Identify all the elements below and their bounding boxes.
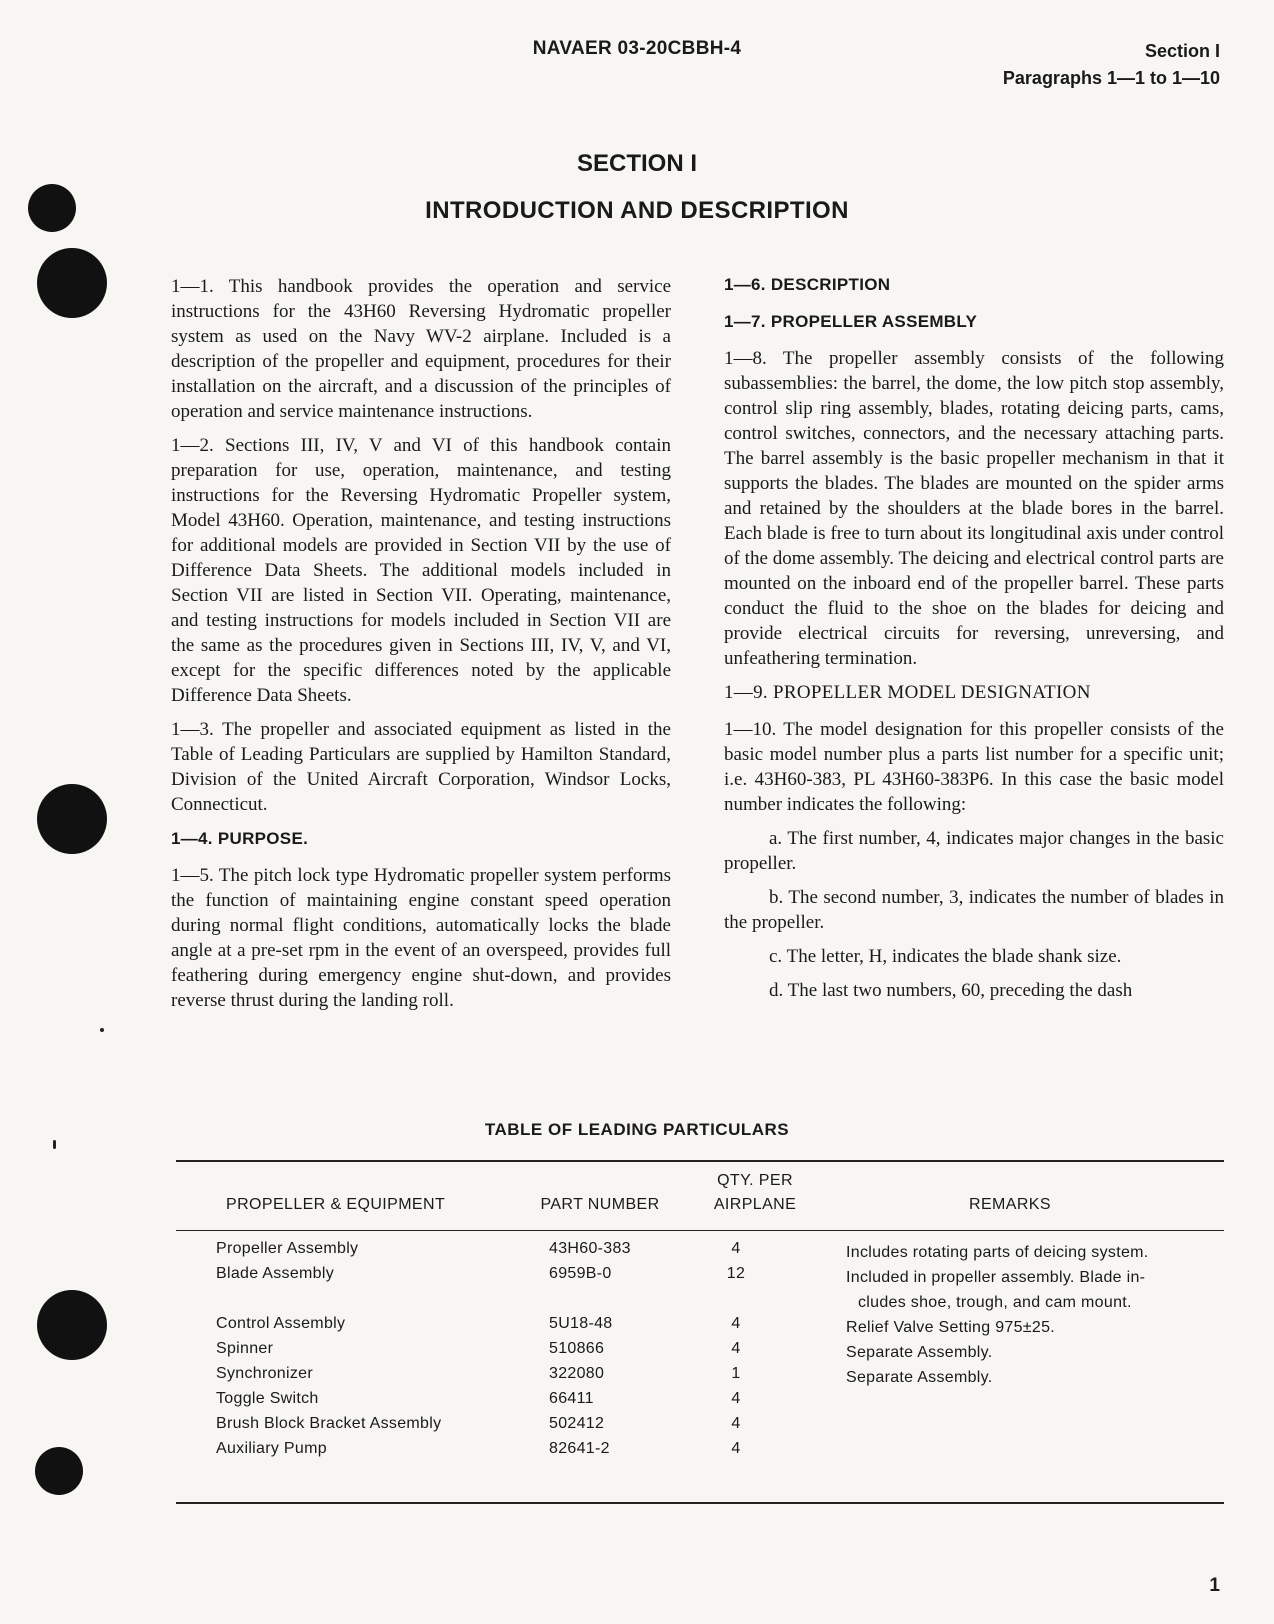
paragraph-1-2: 1—2. Sections III, IV, V and VI of this handbook contain preparation for use, operation, maintenance, and testing instructions for the Reversing Hydromatic Propeller system, Model 43H60. Operation, maintenance, and testing instructions for additional models are provided in Section VII by the use of Difference Data Sheets. The additional models included in Section VII are listed in Section VII. Operating, maintenance, and testing instructions for models included in Section VII are the same as the procedures given in Sections III, IV, V, and VI, except for the specific differences noted by the applicable Difference Data Sheets.	[171, 435, 671, 706]
header-remarks: REMARKS	[969, 1196, 1051, 1213]
cell-remarks-line1: Included in propeller assembly. Blade in-	[846, 1269, 1146, 1286]
paragraph-a: a. The first number, 4, indicates major changes in the basic propeller.	[724, 828, 1224, 874]
cell-part-number: 66411	[549, 1390, 594, 1407]
cell-equipment: Brush Block Bracket Assembly	[216, 1415, 442, 1432]
section-subtitle: INTRODUCTION AND DESCRIPTION	[425, 197, 849, 224]
cell-qty: 4	[731, 1415, 741, 1432]
page-number: 1	[1209, 1575, 1220, 1596]
paragraph-c: c. The letter, H, indicates the blade shank size.	[769, 946, 1122, 967]
speck	[100, 1028, 104, 1032]
speck	[53, 1140, 56, 1149]
binder-hole	[37, 784, 107, 854]
header-qty-line2: AIRPLANE	[713, 1196, 797, 1213]
table-row	[176, 1240, 1224, 1265]
cell-part-number: 5U18-48	[549, 1315, 613, 1332]
table-row	[176, 1365, 1224, 1390]
heading-model-designation: 1—9. PROPELLER MODEL DESIGNATION	[724, 682, 1091, 703]
heading-propeller-assembly: 1—7. PROPELLER ASSEMBLY	[724, 312, 978, 331]
paragraph-range: Paragraphs 1—1 to 1—10	[1002, 68, 1220, 88]
section-reference	[1003, 38, 1220, 92]
cell-qty: 4	[731, 1440, 741, 1457]
header-qty-line1: QTY. PER	[717, 1172, 793, 1189]
table-row	[176, 1265, 1224, 1315]
cell-qty: 4	[731, 1315, 741, 1332]
table-bottom-rule	[176, 1502, 1224, 1504]
table-row	[176, 1440, 1224, 1465]
cell-remarks-line2: cludes shoe, trough, and cam mount.	[858, 1294, 1132, 1311]
right-column	[724, 274, 1224, 1012]
cell-part-number: 322080	[549, 1365, 605, 1382]
binder-hole	[37, 248, 107, 318]
cell-part-number: 43H60-383	[549, 1240, 631, 1257]
table-row	[176, 1315, 1224, 1340]
cell-remarks: Relief Valve Setting 975±25.	[846, 1319, 1056, 1336]
cell-qty: 4	[731, 1390, 741, 1407]
table-row	[176, 1415, 1224, 1440]
cell-equipment: Spinner	[216, 1340, 274, 1357]
cell-remarks: Separate Assembly.	[846, 1344, 993, 1361]
cell-equipment: Auxiliary Pump	[216, 1440, 327, 1457]
left-column	[171, 274, 671, 1022]
paragraph-1-10: 1—10. The model designation for this propeller consists of the basic model number plus a parts list number for a specific unit; i.e. 43H60-383, PL 43H60-383P6. In this case the basic model number indicates the following:	[724, 719, 1224, 815]
cell-part-number: 502412	[549, 1415, 605, 1432]
heading-description: 1—6. DESCRIPTION	[724, 275, 891, 294]
cell-equipment: Blade Assembly	[216, 1265, 335, 1282]
cell-remarks: Includes rotating parts of deicing system.	[846, 1244, 1149, 1261]
binder-hole	[35, 1447, 83, 1495]
cell-qty: 4	[731, 1340, 741, 1357]
cell-part-number: 82641-2	[549, 1440, 610, 1457]
heading-purpose: 1—4. PURPOSE.	[171, 829, 309, 848]
cell-equipment: Control Assembly	[216, 1315, 346, 1332]
cell-remarks	[846, 1265, 1216, 1315]
cell-part-number: 6959B-0	[549, 1265, 612, 1282]
cell-qty: 12	[726, 1265, 746, 1282]
binder-hole	[37, 1290, 107, 1360]
section-title: SECTION I	[576, 150, 697, 177]
cell-equipment: Synchronizer	[216, 1365, 313, 1382]
table-row	[176, 1340, 1224, 1365]
paragraph-1-1: 1—1. This handbook provides the operation and service instructions for the 43H60 Reversing Hydromatic propeller system as used on the Navy WV-2 airplane. Included is a description of the propeller and equipment, procedures for their installation on the aircraft, and a discussion of the principles of operation and service maintenance instructions.	[171, 276, 671, 422]
table-header-rule	[176, 1230, 1224, 1231]
cell-qty: 4	[731, 1240, 741, 1257]
cell-qty: 1	[731, 1365, 741, 1382]
paragraph-1-3: 1—3. The propeller and associated equipment as listed in the Table of Leading Particulars are supplied by Hamilton Standard, Division of the United Aircraft Corporation, Windsor Locks, Connecticut.	[171, 719, 671, 815]
table-row	[176, 1390, 1224, 1415]
document-number: NAVAER 03-20CBBH-4	[532, 38, 742, 59]
table-top-rule	[176, 1160, 1224, 1162]
table-title: TABLE OF LEADING PARTICULARS	[484, 1120, 790, 1139]
paragraph-1-8: 1—8. The propeller assembly consists of the following subassemblies: the barrel, the dome, the low pitch stop assembly, control slip ring assembly, blades, rotating deicing parts, cams, control switches, connectors, and the necessary attaching parts. The barrel assembly is the basic propeller mechanism in that it supports the blades. The blades are mounted on the spider arms and retained by the shoulders at the blade bores in the barrel. Each blade is free to turn about its longitudinal axis under control of the dome assembly. The deicing and electrical control parts are mounted on the inboard end of the propeller barrel. These parts conduct the fluid to the shoe on the blades for deicing and provide electrical circuits for reversing, unreversing, and unfeathering termination.	[724, 348, 1224, 669]
paragraph-b: b. The second number, 3, indicates the number of blades in the propeller.	[724, 887, 1224, 933]
paragraph-d: d. The last two numbers, 60, preceding the dash	[769, 980, 1133, 1001]
cell-equipment: Toggle Switch	[216, 1390, 319, 1407]
section-label: Section I	[1144, 41, 1220, 61]
cell-part-number: 510866	[549, 1340, 605, 1357]
cell-equipment: Propeller Assembly	[216, 1240, 359, 1257]
cell-remarks: Separate Assembly.	[846, 1369, 993, 1386]
paragraph-1-5: 1—5. The pitch lock type Hydromatic propeller system performs the function of maintaining engine constant speed operation during normal flight conditions, automatically locks the blade angle at a pre-set rpm in the event of an overspeed, provides full feathering during emergency engine shut-down, and provides reverse thrust during the landing roll.	[171, 865, 671, 1011]
header-equipment: PROPELLER & EQUIPMENT	[226, 1196, 446, 1213]
header-part-number: PART NUMBER	[540, 1196, 660, 1213]
